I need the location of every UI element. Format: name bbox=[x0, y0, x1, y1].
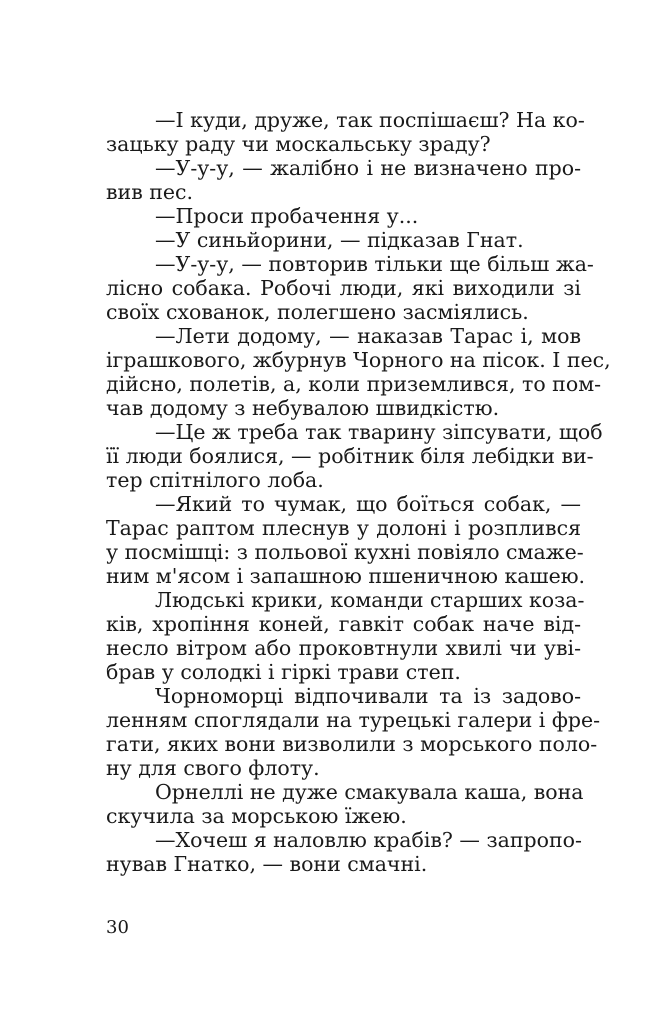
text-line: —У-у-у, — повторив тільки ще більш жа- bbox=[155, 252, 594, 276]
text-line: Чорноморці відпочивали та із задово- bbox=[155, 684, 581, 708]
text-line: ну для свого флоту. bbox=[106, 756, 320, 780]
text-line: —Хочеш я наловлю крабів? — запропо- bbox=[155, 828, 582, 852]
text-line: Тарас раптом плеснув у долоні і розплився bbox=[106, 516, 581, 540]
text-line: ним м'ясом і запашною пшеничною кашею. bbox=[106, 564, 586, 588]
text-line: —У-у-у, — жалібно і не визначено про- bbox=[155, 156, 581, 180]
text-line: тер спітнілого лоба. bbox=[106, 468, 324, 492]
text-line: своїх схованок, полегшено засміялись. bbox=[106, 300, 529, 324]
text-line: гати, яких вони визволили з морського поло- bbox=[106, 732, 598, 756]
page-number: 30 bbox=[106, 917, 129, 938]
text-line: Орнеллі не дуже смакувала каша, вона bbox=[155, 780, 584, 804]
text-line: іграшкового, жбурнув Чорного на пісок. І пес, bbox=[106, 348, 611, 372]
text-line: дійсно, полетів, а, коли приземлився, то пом- bbox=[106, 372, 602, 396]
text-line: несло вітром або проковтнули хвилі чи уві- bbox=[106, 636, 581, 660]
text-line: —Лети додому, — наказав Тарас і, мов bbox=[155, 324, 581, 348]
text-line: у посмішці: з польової кухні повіяло смаже- bbox=[106, 540, 584, 564]
text-line: брав у солодкі і гіркі трави степ. bbox=[106, 660, 461, 684]
text-line: ленням споглядали на турецькі галери і фре- bbox=[106, 708, 601, 732]
text-line: вив пес. bbox=[106, 180, 194, 204]
text-line: —І куди, друже, так поспішаєш? На ко- bbox=[155, 108, 585, 132]
text-line: зацьку раду чи москальську зраду? bbox=[106, 132, 491, 156]
text-line: —Який то чумак, що боїться собак, — bbox=[155, 492, 581, 516]
text-line: —Проси пробачення у... bbox=[155, 204, 419, 228]
text-line: нував Гнатко, — вони смачні. bbox=[106, 852, 428, 876]
text-line: ків, хропіння коней, гавкіт собак наче від- bbox=[106, 612, 581, 636]
text-line: її люди боялися, — робітник біля лебідки ви- bbox=[106, 444, 594, 468]
text-line: Людські крики, команди старших коза- bbox=[155, 588, 585, 612]
text-line: —Це ж треба так тварину зіпсувати, щоб bbox=[155, 420, 603, 444]
text-line: скучила за морською їжею. bbox=[106, 804, 407, 828]
text-line: —У синьйорини, — підказав Гнат. bbox=[155, 228, 524, 252]
text-line: чав додому з небувалою швидкістю. bbox=[106, 396, 500, 420]
text-line: лісно собака. Робочі люди, які виходили зі bbox=[106, 276, 581, 300]
